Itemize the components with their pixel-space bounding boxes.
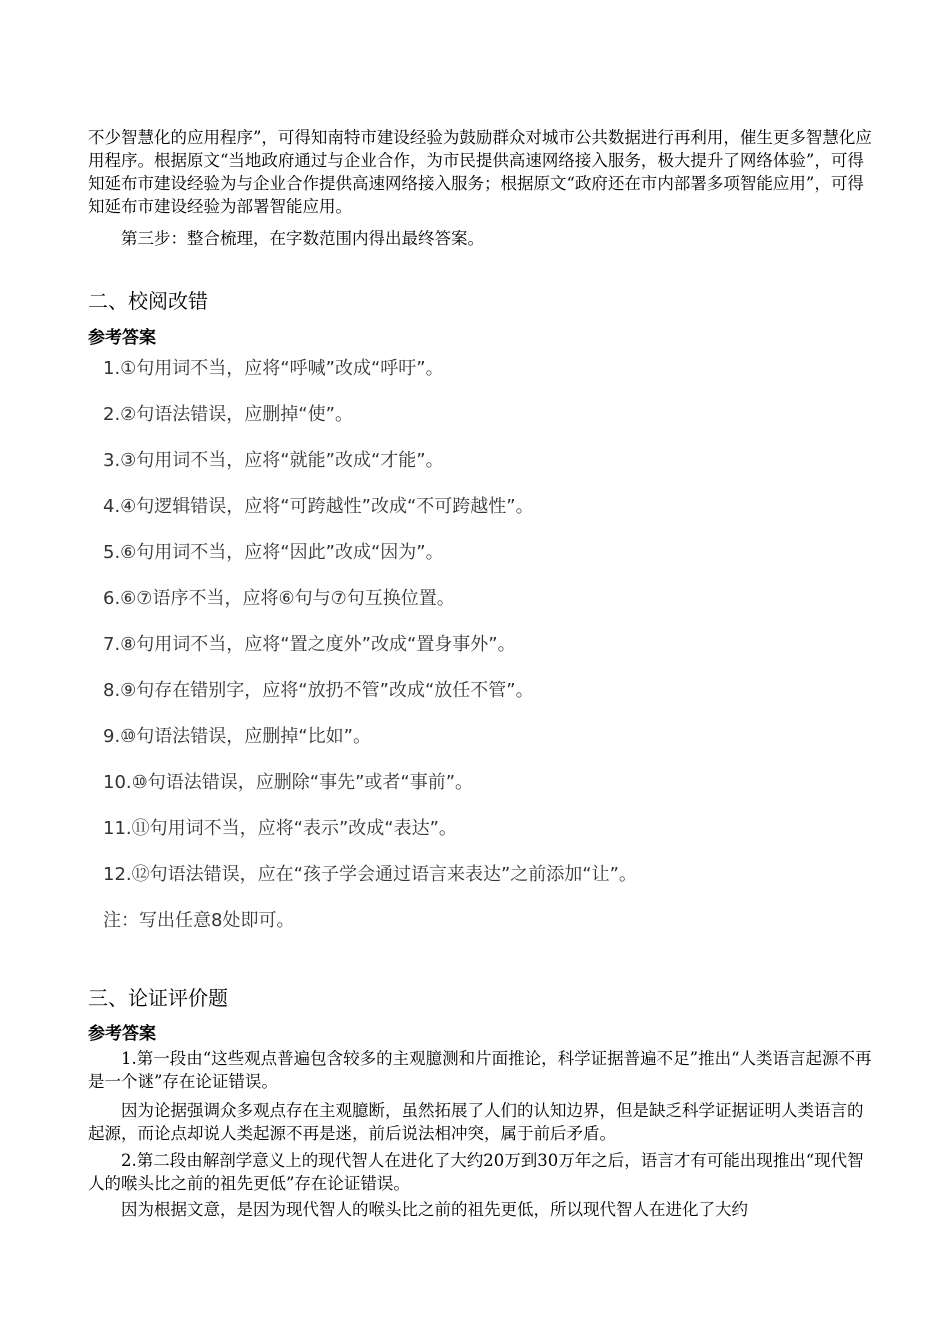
correction-item-8: 8.⑨句存在错别字，应将“放扔不管”改成“放任不管”。	[103, 680, 534, 701]
argument-point-2: 2.第二段由解剖学意义上的现代智人在进化了大约20万到30万年之后，语言才有可能出现推出“现代智人的喉头比之前的祖先更低”存在论证错误。	[88, 1151, 864, 1193]
argument-reason-1: 因为论据强调众多观点存在主观臆断，虽然拓展了人们的认知边界，但是缺乏科学证据证明人类语言的起源，而论点却说人类起源不再是迷，前后说法相冲突，属于前后矛盾。	[88, 1101, 864, 1143]
correction-item-12: 12.⑫句语法错误，应在“孩子学会通过语言来表达”之前添加“让”。	[103, 864, 637, 885]
correction-item-6: 6.⑥⑦语序不当，应将⑥句与⑦句互换位置。	[103, 588, 455, 609]
intro-paragraph: 不少智慧化的应用程序”，可得知南特市建设经验为鼓励群众对城市公共数据进行再利用，催生更多智慧化应用程序。根据原文“当地政府通过与企业合作，为市民提供高速网络接入服务，极大提升了网络体验”，可得知延布市建设经验为与企业合作提供高速网络接入服务；根据原文“政府还在市内部署多项智能应用”，可得知延布市建设经验为部署智能应用。	[88, 128, 872, 216]
step3-text: 第三步：整合梳理，在字数范围内得出最终答案。	[121, 229, 484, 248]
correction-item-4: 4.④句逻辑错误，应将“可跨越性”改成“不可跨越性”。	[103, 496, 534, 517]
argument-reason-2: 因为根据文意，是因为现代智人的喉头比之前的祖先更低，所以现代智人在进化了大约	[121, 1200, 748, 1219]
correction-item-10: 10.⑩句语法错误，应删除“事先”或者“事前”。	[103, 772, 474, 793]
correction-item-11: 11.⑪句用词不当，应将“表示”改成“表达”。	[103, 818, 457, 839]
correction-item-1: 1.①句用词不当，应将“呼喊”改成“呼吁”。	[103, 358, 444, 379]
argument-point-1: 1.第一段由“这些观点普遍包含较多的主观臆测和片面推论，科学证据普遍不足”推出“人类语言起源不再是一个谜”存在论证错误。	[88, 1049, 872, 1091]
correction-item-9: 9.⑩句语法错误，应删掉“比如”。	[103, 726, 371, 747]
correction-item-7: 7.⑧句用词不当，应将“置之度外”改成“置身事外”。	[103, 634, 516, 655]
section3-answer-label: 参考答案	[88, 1024, 156, 1044]
correction-item-3: 3.③句用词不当，应将“就能”改成“才能”。	[103, 450, 444, 471]
correction-item-5: 5.⑥句用词不当，应将“因此”改成“因为”。	[103, 542, 444, 563]
section2-answer-label: 参考答案	[88, 328, 156, 348]
correction-item-2: 2.②句语法错误，应删掉“使”。	[103, 404, 353, 425]
section2-heading: 二、校阅改错	[88, 289, 208, 313]
correction-note: 注：写出任意8处即可。	[103, 910, 295, 931]
section3-heading: 三、论证评价题	[88, 986, 228, 1010]
